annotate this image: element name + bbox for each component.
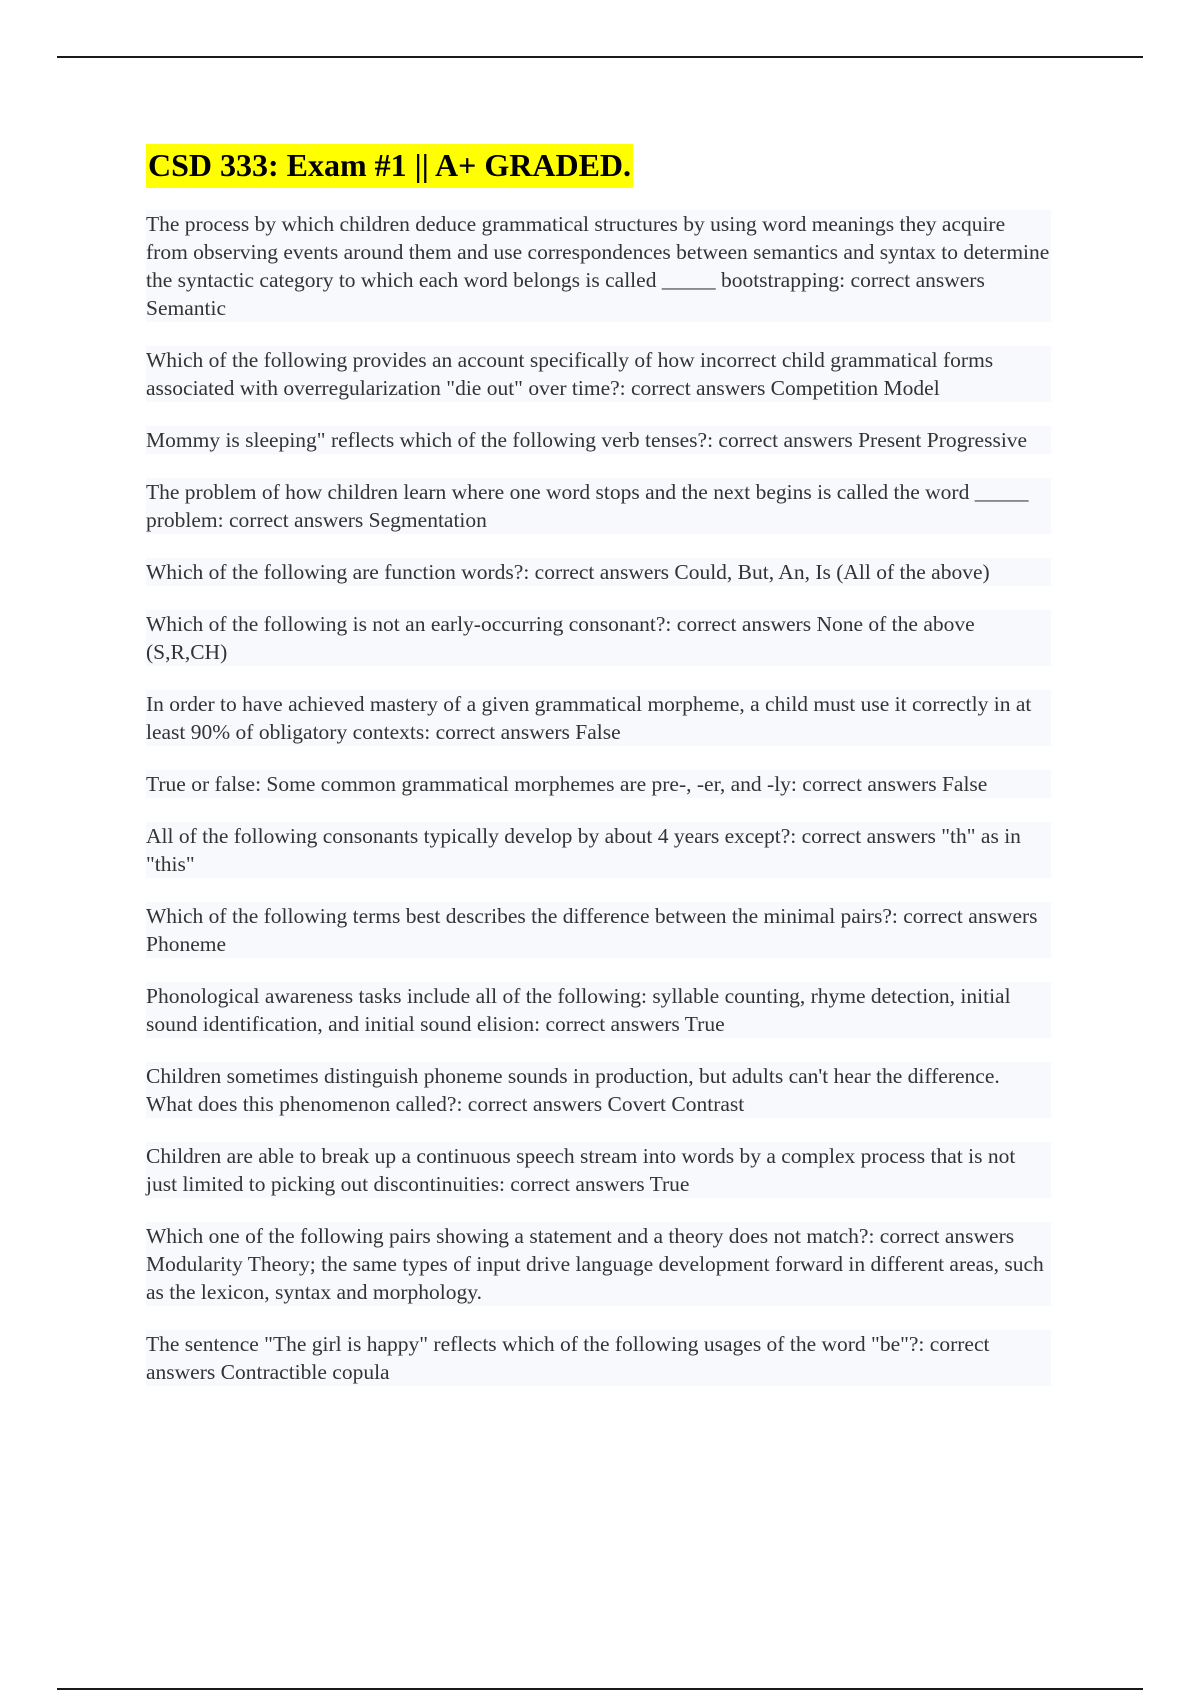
qa-item-8: True or false: Some common grammatical morphemes are pre-, -er, and -ly: correct answers False: [146, 770, 1051, 798]
qa-item-7: In order to have achieved mastery of a given grammatical morpheme, a child must use it correctly in at least 90% of obligatory contexts: correct answers False: [146, 690, 1051, 746]
document-title: CSD 333: Exam #1 || A+ GRADED.: [146, 144, 633, 188]
qa-item-2: Which of the following provides an account specifically of how incorrect child grammatical forms associated with overregularization "die out" over time?: correct answers Competition Model: [146, 346, 1051, 402]
qa-item-15: The sentence "The girl is happy" reflects which of the following usages of the word "be"?: correct answers Contractible copula: [146, 1330, 1051, 1386]
qa-item-11: Phonological awareness tasks include all of the following: syllable counting, rhyme detection, initial sound identification, and initial sound elision: correct answers True: [146, 982, 1051, 1038]
qa-item-1: The process by which children deduce grammatical structures by using word meanings they acquire from observing events around them and use correspondences between semantics and syntax to determine the syntactic category to which each word belongs is called _____ bootstrapping: correct answers Semantic: [146, 212, 1050, 320]
qa-item-10: Which of the following terms best describes the difference between the minimal pairs?: correct answers Phoneme: [146, 902, 1051, 958]
bottom-rule: [57, 1688, 1143, 1690]
qa-item-13: Children are able to break up a continuous speech stream into words by a complex process that is not just limited to picking out discontinuities: correct answers True: [146, 1142, 1051, 1198]
qa-item-3: Mommy is sleeping" reflects which of the following verb tenses?: correct answers Present Progressive: [146, 426, 1051, 454]
qa-item-4: The problem of how children learn where one word stops and the next begins is called the word _____ problem: correct answers Segmentation: [146, 478, 1051, 534]
qa-item-9: All of the following consonants typically develop by about 4 years except?: correct answers "th" as in "this": [146, 822, 1051, 878]
qa-item-6: Which of the following is not an early-occurring consonant?: correct answers None of the above (S,R,CH): [146, 610, 1051, 666]
top-rule: [57, 56, 1143, 58]
qa-item-14: Which one of the following pairs showing a statement and a theory does not match?: correct answers Modularity Theory; the same types of input drive language development forward in different areas, such as the lexicon, syntax and morphology.: [146, 1222, 1051, 1306]
document-body: [146, 144, 1051, 1410]
qa-item-5: Which of the following are function words?: correct answers Could, But, An, Is (All of the above): [146, 558, 1051, 586]
qa-item-12: Children sometimes distinguish phoneme sounds in production, but adults can't hear the difference. What does this phenomenon called?: correct answers Covert Contrast: [146, 1062, 1051, 1118]
